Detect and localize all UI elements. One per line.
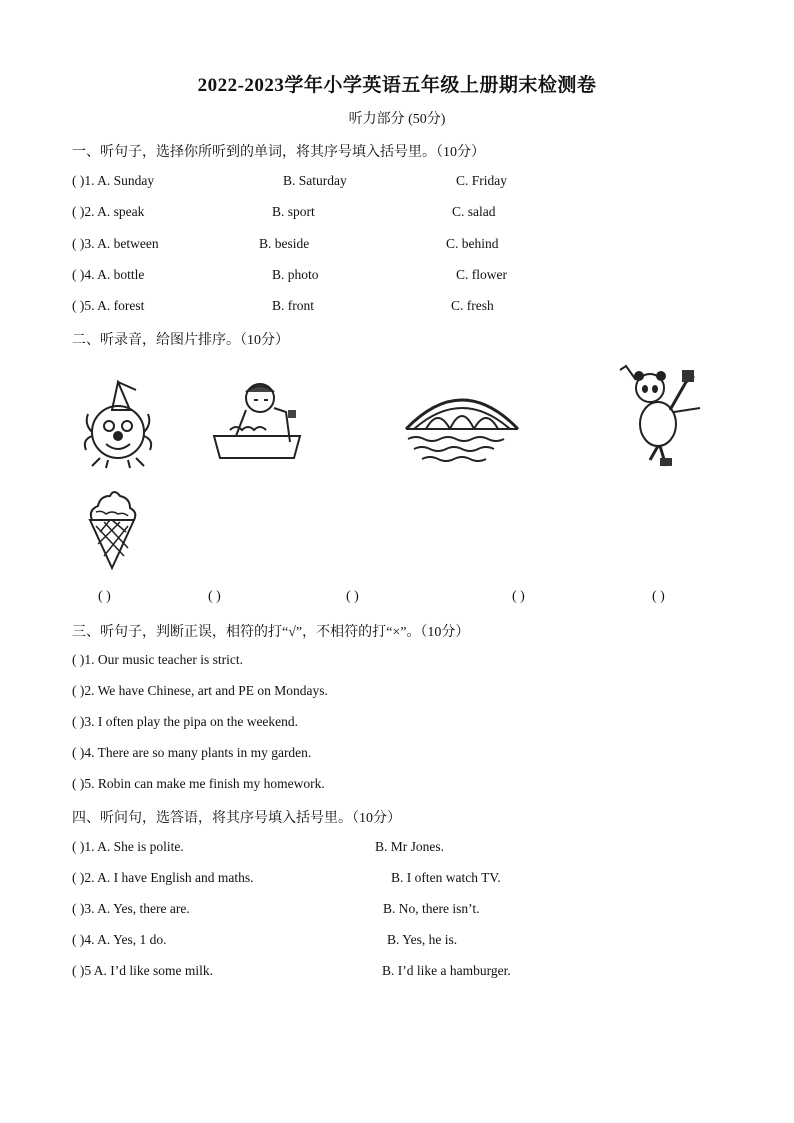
s3-item2: ( )2. We have Chinese, art and PE on Mondays. [72, 683, 328, 698]
s3-item1: ( )1. Our music teacher is strict. [72, 652, 243, 667]
section1-heading: 一、听句子，选择你所听到的单词，将其序号填入括号里。（10分） [72, 145, 485, 160]
ice-cream-icon [82, 486, 142, 571]
s4-item3-a: ( )3. A. Yes, there are. [72, 901, 190, 916]
s3-item4: ( )4. There are so many plants in my garden. [72, 745, 312, 760]
s1-item4-a: ( )4. A. bottle [72, 267, 145, 282]
s3-item3: ( )3. I often play the pipa on the weekend. [72, 714, 299, 729]
picture-answer-3[interactable]: ( ) [346, 589, 359, 604]
s1-item2-b: B. sport [272, 204, 315, 219]
picture-answer-2[interactable]: ( ) [208, 589, 221, 604]
s1-item1-b: B. Saturday [283, 173, 347, 188]
s1-item5-b: B. front [272, 298, 314, 313]
s1-item5-c: C. fresh [451, 298, 494, 313]
s1-item1-c: C. Friday [456, 173, 508, 188]
section3-heading: 三、听句子，判断正误，相符的打“√”，不相符的打“×”。（10分） [72, 625, 470, 640]
s4-item5-b: B. I’d like a hamburger. [382, 963, 511, 978]
section2-heading: 二、听录音，给图片排序。（10分） [72, 333, 289, 348]
s1-item5-a: ( )5. A. forest [72, 298, 145, 313]
s4-item4-b: B. Yes, he is. [387, 932, 458, 947]
s4-item4-a: ( )4. A. Yes, 1 do. [72, 932, 167, 947]
section4-heading: 四、听问句，选答语，将其序号填入括号里。（10分） [72, 811, 401, 826]
page-subtitle: 听力部分 (50分) [348, 112, 446, 127]
s4-item3-b: B. No, there isn’t. [383, 901, 480, 916]
s1-item1-a: ( )1. A. Sunday [72, 173, 155, 188]
s4-item2-a: ( )2. A. I have English and maths. [72, 870, 254, 885]
s1-item2-a: ( )2. A. speak [72, 204, 145, 219]
s4-item1-b: B. Mr Jones. [375, 839, 445, 854]
s1-item3-a: ( )3. A. between [72, 236, 159, 251]
s1-item4-c: C. flower [456, 267, 507, 282]
page-title: 2022-2023学年小学英语五年级上册期末检测卷 [197, 75, 597, 96]
picture-answer-4[interactable]: ( ) [512, 589, 525, 604]
s3-item5: ( )5. Robin can make me finish my homework. [72, 776, 325, 791]
s4-item5-a: ( )5 A. I’d like some milk. [72, 963, 213, 978]
panda-kungfu-icon [614, 362, 709, 470]
s1-item3-c: C. behind [446, 236, 499, 251]
s1-item2-c: C. salad [452, 204, 496, 219]
s1-item4-b: B. photo [272, 267, 319, 282]
clown-icon [78, 380, 158, 470]
s1-item3-b: B. beside [259, 236, 310, 251]
s4-item1-a: ( )1. A. She is polite. [72, 839, 184, 854]
picture-answer-1[interactable]: ( ) [98, 589, 111, 604]
s4-item2-b: B. I often watch TV. [391, 870, 501, 885]
picture-answer-5[interactable]: ( ) [652, 589, 665, 604]
child-washing-icon [210, 380, 305, 465]
bridge-over-water-icon [402, 385, 522, 465]
